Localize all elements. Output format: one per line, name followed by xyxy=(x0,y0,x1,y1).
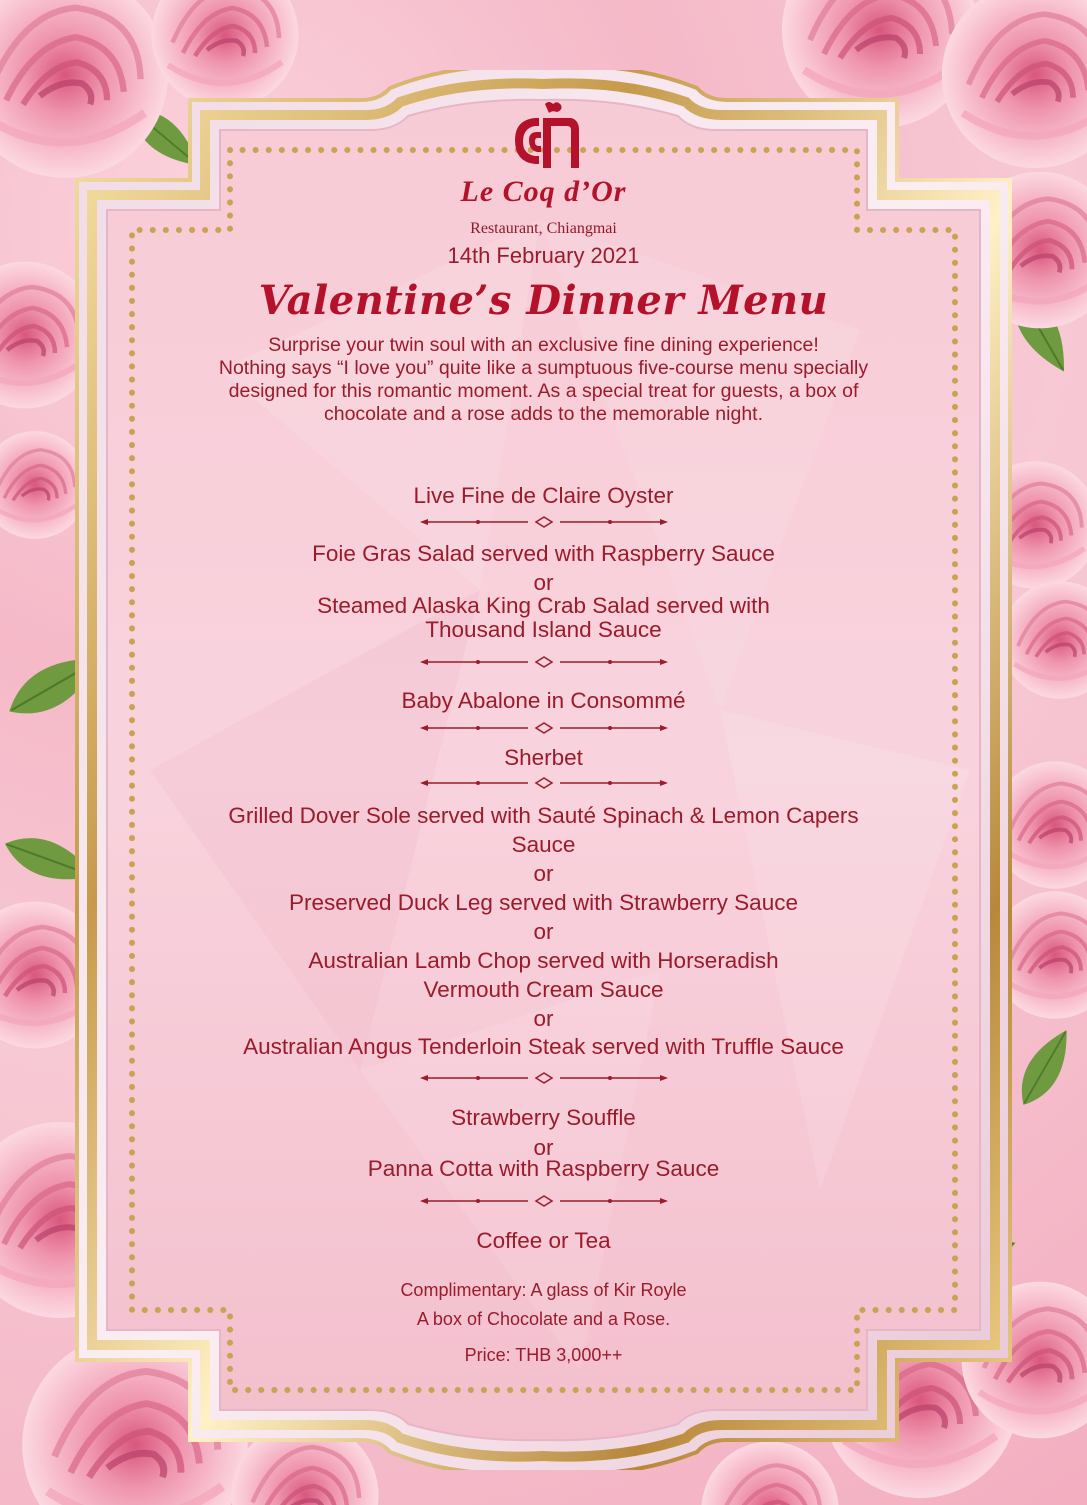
course-3-item: Baby Abalone in Consommé xyxy=(401,688,686,713)
intro-line: chocolate and a rose adds to the memorable night. xyxy=(323,403,764,425)
brand-subtitle: Restaurant, Chiangmai xyxy=(470,220,617,237)
course-4-item: Sherbet xyxy=(504,745,583,770)
intro-line: Surprise your twin soul with an exclusive fine dining experience! xyxy=(268,334,819,356)
course-6-option-1: Strawberry Souffle xyxy=(451,1105,636,1130)
intro-line: designed for this romantic moment. As a special treat for guests, a box of xyxy=(228,380,859,402)
course-5-option-2: Preserved Duck Leg served with Strawberry Sauce xyxy=(289,890,798,915)
course-6-or: or xyxy=(533,1135,554,1160)
course-2-option-2-line-2: Thousand Island Sauce xyxy=(425,617,662,642)
course-6-option-2: Panna Cotta with Raspberry Sauce xyxy=(367,1156,720,1181)
course-5-option-4: Australian Angus Tenderloin Steak served with Truffle Sauce xyxy=(243,1034,844,1059)
course-7-item: Coffee or Tea xyxy=(476,1228,611,1253)
ornament-divider-icon xyxy=(418,776,670,790)
course-2-or: or xyxy=(533,570,554,595)
complimentary-line-1: Complimentary: A glass of Kir Royle xyxy=(400,1280,687,1300)
course-5-option-1-line-2: Sauce xyxy=(511,832,576,857)
course-5-option-3-line-2: Vermouth Cream Sauce xyxy=(423,977,664,1002)
ornament-divider-icon xyxy=(418,1071,670,1085)
brand-name: Le Coq d’Or xyxy=(460,175,627,208)
course-2-option-1: Foie Gras Salad served with Raspberry Sauce xyxy=(312,541,775,566)
event-date: 14th February 2021 xyxy=(447,243,640,268)
course-1-item: Live Fine de Claire Oyster xyxy=(413,483,674,508)
intro-line: Nothing says “I love you” quite like a sumptuous five-course menu specially xyxy=(218,357,869,379)
ornament-divider-icon xyxy=(418,721,670,735)
course-2-option-2-line-1: Steamed Alaska King Crab Salad served with xyxy=(317,593,770,618)
rooster-logo-icon xyxy=(505,100,585,172)
price: Price: THB 3,000++ xyxy=(464,1345,623,1365)
ornament-divider-icon xyxy=(418,1194,670,1208)
course-5-or-1: or xyxy=(533,861,554,886)
intro-paragraph xyxy=(0,334,1087,426)
course-5-or-2: or xyxy=(533,919,554,944)
course-5-option-3-line-1: Australian Lamb Chop served with Horseradish xyxy=(308,948,779,973)
course-5-or-3: or xyxy=(533,1006,554,1031)
ornament-divider-icon xyxy=(418,515,670,529)
menu-title: Valentine’s Dinner Menu xyxy=(258,277,829,324)
complimentary-line-2: A box of Chocolate and a Rose. xyxy=(416,1309,671,1329)
course-5-option-1-line-1: Grilled Dover Sole served with Sauté Spinach & Lemon Capers xyxy=(228,803,859,828)
ornament-divider-icon xyxy=(418,655,670,669)
